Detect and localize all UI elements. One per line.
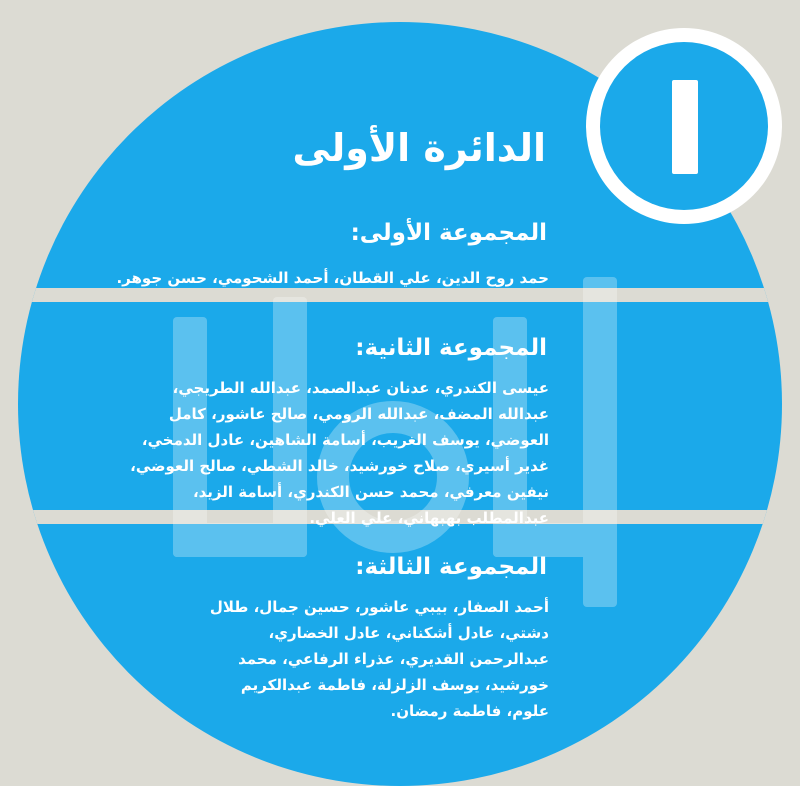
group-title-3: المجموعة الثالثة: <box>355 554 547 580</box>
page-title: الدائرة الأولى <box>292 126 546 170</box>
district-number-badge <box>586 28 782 224</box>
group-names-1: حمد روح الدين، علي القطان، أحمد الشحومي، حسن جوهر. <box>116 269 549 287</box>
badge-inner-circle <box>600 42 768 210</box>
badge-number-one <box>672 80 698 174</box>
group-names-2: عيسى الكندري، عدنان عبدالصمد، عبدالله الطريجي، عبدالله المضف، عبدالله الرومي، صالح عاشور، كامل العوضي، يوسف الغريب، أسامة الشاهين، عادل الدمخي، غدير أسيري، صلاح خورشيد، خالد الشطي، صالح العوضي، نيفين معرفي، محمد حسن الكندري، أسامة الزيد، عبدالمطلب بهبهاني، علي العلي. <box>130 379 549 527</box>
group-title-1: المجموعة الأولى: <box>350 220 547 246</box>
group-title-2: المجموعة الثانية: <box>355 335 547 361</box>
group-names-3: أحمد الصفار، بيبي عاشور، حسين جمال، طلال دشتي، عادل أشكناني، عادل الخضاري، عبدالرحمن القديري، عذراء الرفاعي، محمد خورشيد، يوسف الزلزلة، فاطمة عبدالكريم علوم، فاطمة رمضان. <box>209 598 549 720</box>
